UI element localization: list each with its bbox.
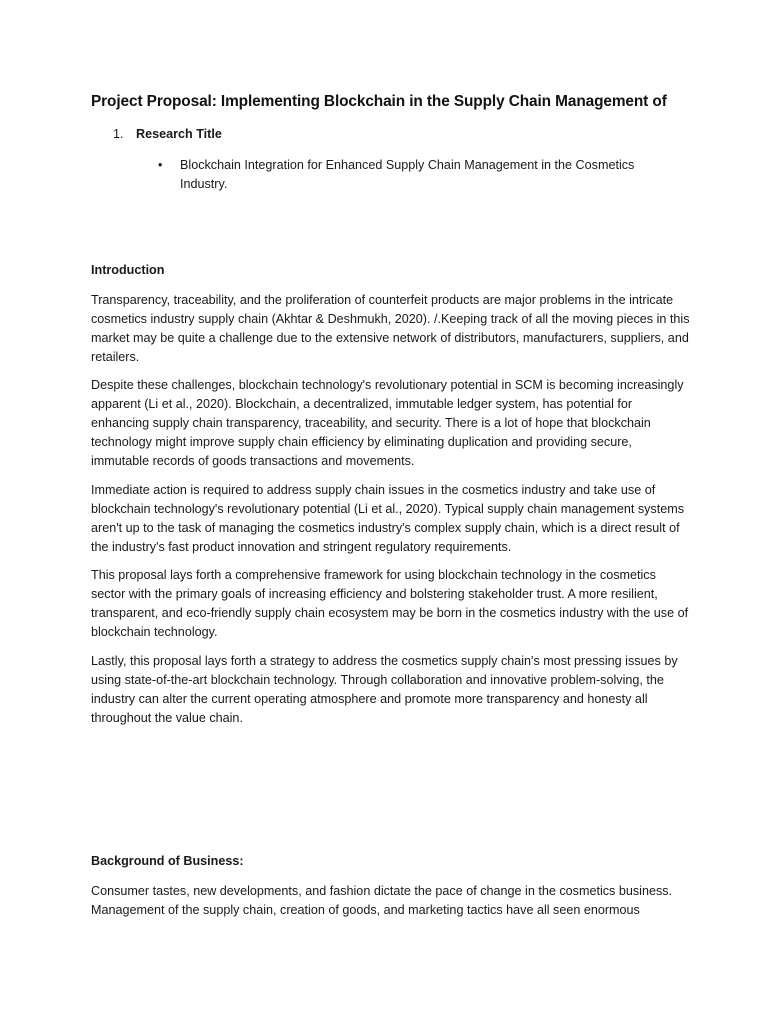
bullet-list-item: [158, 156, 658, 194]
background-paragraph: Consumer tastes, new developments, and fashion dictate the pace of change in the cosmetics business. Management of the supply chain, creation of goods, and marketing tactics have all seen enormous: [91, 884, 673, 917]
research-title-label: Research Title: [136, 127, 222, 141]
background-heading: Background of Business:: [91, 854, 244, 868]
list-number: 1.: [113, 127, 124, 141]
intro-paragraph-1: Transparency, traceability, and the proliferation of counterfeit products are major problems in the intricate cosmetics industry supply chain (Akhtar & Deshmukh, 2020). /.Keeping track of all the moving pieces in this market may be quite a challenge due to the extensive network of distributors, manufacturers, suppliers, and retailers.: [91, 293, 690, 364]
research-title-text: Blockchain Integration for Enhanced Supply Chain Management in the Cosmetics Industry.: [180, 158, 635, 191]
intro-paragraph-3: Immediate action is required to address supply chain issues in the cosmetics industry and take use of blockchain technology's revolutionary potential (Li et al., 2020). Typical supply chain management systems aren't up to the task of managing the cosmetics industry's complex supply chain, which is a direct result of the industry's fast product innovation and stringent regulatory requirements.: [91, 483, 685, 554]
introduction-heading: Introduction: [91, 263, 165, 277]
bullet-marker: •: [158, 158, 163, 172]
numbered-list-item: [113, 127, 222, 141]
intro-paragraph-2: Despite these challenges, blockchain technology's revolutionary potential in SCM is becoming increasingly apparent (Li et al., 2020). Blockchain, a decentralized, immutable ledger system, has potential for enhancing supply chain transparency, traceability, and security. There is a lot of hope that blockchain technology might improve supply chain efficiency by eliminating duplication and providing secure, immutable records of goods transactions and movements.: [91, 378, 684, 468]
document-title: Project Proposal: Implementing Blockchain in the Supply Chain Management of: [91, 93, 667, 110]
intro-paragraph-4: This proposal lays forth a comprehensive framework for using blockchain technology in the cosmetics sector with the primary goals of increasing efficiency and bolstering stakeholder trust. A more resilient, transparent, and eco-friendly supply chain ecosystem may be born in the cosmetics industry with the use of blockchain technology.: [91, 568, 689, 639]
intro-paragraph-5: Lastly, this proposal lays forth a strategy to address the cosmetics supply chain's most pressing issues by using state-of-the-art blockchain technology. Through collaboration and innovative problem-solving, the industry can alter the current operating atmosphere and promote more transparency and honesty all throughout the value chain.: [91, 654, 678, 725]
